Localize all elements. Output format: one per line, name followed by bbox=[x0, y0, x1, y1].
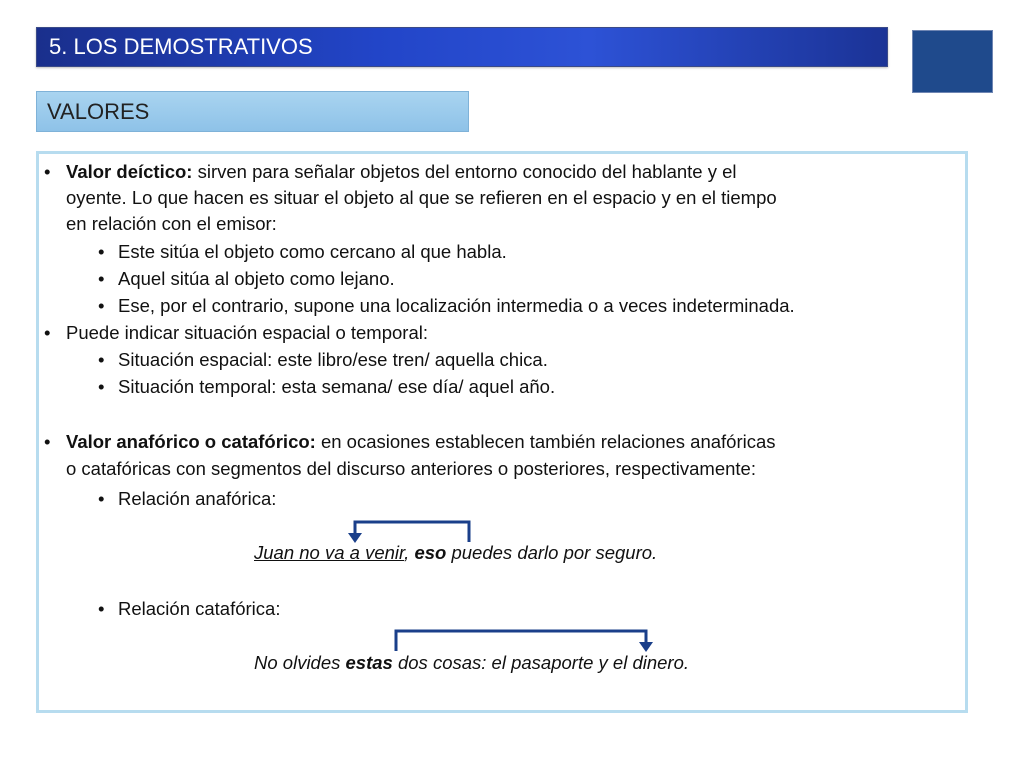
example-demonstrative: estas bbox=[345, 652, 393, 673]
bullet: • bbox=[98, 295, 105, 316]
deictic-text-3: en relación con el emisor: bbox=[66, 213, 277, 234]
deictic-sub-item: Aquel sitúa al objeto como lejano. bbox=[118, 268, 395, 289]
deictic-label: Valor deíctico: bbox=[66, 161, 193, 182]
situation-sub-item: Situación espacial: este libro/ese tren/ aquella chica. bbox=[118, 349, 548, 370]
situation-text: Puede indicar situación espacial o temporal: bbox=[66, 322, 428, 343]
anaphoric-example bbox=[254, 541, 657, 565]
relation-cataphoric-label: Relación catafórica: bbox=[118, 598, 281, 619]
deictic-text-1: sirven para señalar objetos del entorno conocido del hablante y el bbox=[192, 161, 737, 182]
example-rest: puedes darlo por seguro. bbox=[446, 542, 658, 563]
deictic-text-2: oyente. Lo que hacen es situar el objeto al que se refieren en el espacio y en el tiempo bbox=[66, 187, 777, 208]
deictic-sub-item: Este sitúa el objeto como cercano al que habla. bbox=[118, 241, 507, 262]
anaphoric-text-1: en ocasiones establecen también relaciones anafóricas bbox=[315, 431, 776, 452]
deictic-paragraph-line-1 bbox=[66, 160, 737, 184]
bullet: • bbox=[44, 161, 51, 182]
slide-title: 5. LOS DEMOSTRATIVOS bbox=[36, 27, 888, 67]
bullet: • bbox=[98, 598, 105, 619]
relation-anaphoric-label: Relación anafórica: bbox=[118, 488, 277, 509]
deictic-sub-item: Ese, por el contrario, supone una localización intermedia o a veces indeterminada. bbox=[118, 295, 795, 316]
example-rest: dos cosas: el pasaporte y el dinero. bbox=[392, 652, 690, 673]
example-antecedent: Juan no va a venir bbox=[254, 542, 405, 563]
situation-sub-item: Situación temporal: esta semana/ ese día/ aquel año. bbox=[118, 376, 556, 397]
bullet: • bbox=[98, 488, 105, 509]
example-demonstrative: eso bbox=[414, 542, 447, 563]
bullet: • bbox=[44, 322, 51, 343]
bullet: • bbox=[98, 241, 105, 262]
example-start: No olvides bbox=[254, 652, 346, 673]
bullet: • bbox=[98, 268, 105, 289]
anaphoric-label: Valor anafórico o catafórico: bbox=[66, 431, 316, 452]
example-comma: , bbox=[404, 542, 415, 563]
anaphoric-text-2: o catafóricas con segmentos del discurso anteriores o posteriores, respectivamente: bbox=[66, 458, 756, 479]
section-heading: VALORES bbox=[36, 91, 469, 132]
bullet: • bbox=[98, 349, 105, 370]
corner-decoration bbox=[912, 30, 993, 93]
bullet: • bbox=[98, 376, 105, 397]
anaphoric-paragraph-line-1 bbox=[66, 430, 776, 454]
cataphoric-example bbox=[254, 651, 689, 675]
bullet: • bbox=[44, 431, 51, 452]
